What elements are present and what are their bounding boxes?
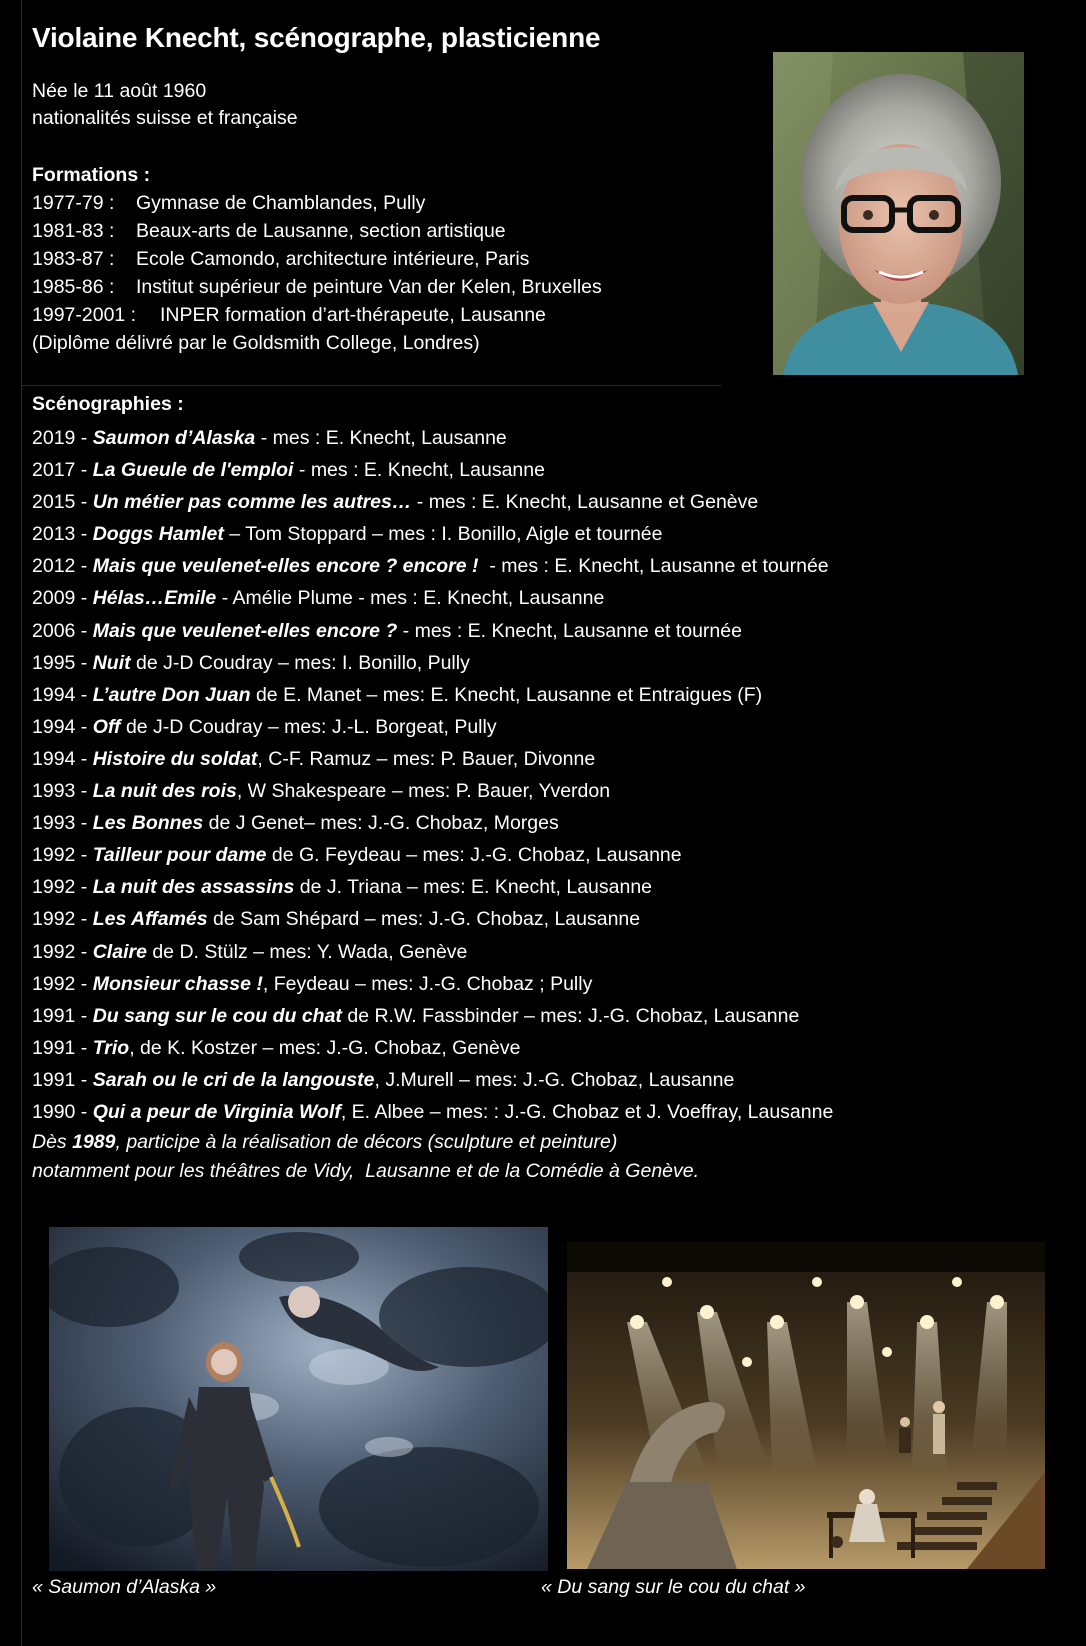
scenography-details: - mes : E. Knecht, Lausanne	[293, 459, 545, 482]
scenography-row	[32, 807, 833, 839]
portrait-photo	[773, 52, 1024, 375]
scenography-work: La nuit des rois	[92, 780, 237, 803]
scenography-year: 2012 -	[32, 555, 93, 578]
scenography-year: 1992 -	[32, 972, 93, 995]
scenography-details: - mes : E. Knecht, Lausanne et Genève	[411, 491, 759, 514]
scenography-work: Qui a peur de Virginia Wolf	[92, 1100, 341, 1123]
scenography-work: Tailleur pour dame	[92, 844, 267, 867]
caption-saumon-dalaska: « Saumon d’Alaska »	[32, 1576, 217, 1598]
scenography-row	[32, 486, 833, 518]
du-sang-photo	[567, 1242, 1045, 1569]
scenography-details: , E. Albee – mes: : J.-G. Chobaz et J. Voeffray, Lausanne	[340, 1100, 834, 1123]
page-title: Violaine Knecht, scénographe, plasticienne	[32, 22, 601, 53]
scenography-year: 1990 -	[32, 1100, 93, 1123]
scenography-details: - mes : E. Knecht, Lausanne et tournée	[478, 555, 829, 578]
scenography-row	[32, 647, 833, 679]
scenography-work: Les Affamés	[92, 908, 208, 931]
left-rule	[21, 0, 22, 1646]
scenography-work: Hélas…Emile	[92, 587, 217, 610]
scenography-row	[32, 775, 833, 807]
formation-row	[32, 273, 602, 301]
scenography-year: 1993 -	[32, 780, 93, 803]
formation-text: INPER formation d’art-thérapeute, Lausanne	[160, 304, 546, 326]
scenography-row	[32, 1096, 833, 1128]
scenography-details: - mes : E. Knecht, Lausanne et tournée	[397, 619, 742, 642]
scenography-details: de Sam Shépard – mes: J.-G. Chobaz, Lausanne	[207, 908, 641, 931]
scenography-year: 1992 -	[32, 908, 93, 931]
decor-note-year: 1989	[72, 1131, 116, 1153]
scenography-work: Sarah ou le cri de la langouste	[92, 1068, 375, 1091]
scenography-work: Mais que veulenet-elles encore ? encore !	[92, 555, 479, 578]
scenography-details: , C-F. Ramuz – mes: P. Bauer, Divonne	[257, 747, 596, 770]
decor-note-line-1	[32, 1128, 699, 1157]
scenography-work: L’autre Don Juan	[92, 683, 251, 706]
scenography-row	[32, 1000, 833, 1032]
scenography-details: , Feydeau – mes: J.-G. Chobaz ; Pully	[262, 972, 593, 995]
scenography-work: Les Bonnes	[92, 812, 204, 835]
section-divider	[21, 385, 721, 386]
scenography-year: 1994 -	[32, 715, 93, 738]
scenography-details: , de K. Kostzer – mes: J.-G. Chobaz, Genève	[129, 1036, 521, 1059]
scenography-details: de J Genet– mes: J.-G. Chobaz, Morges	[203, 812, 559, 835]
scenography-row	[32, 839, 833, 871]
nationality: nationalités suisse et française	[32, 107, 298, 129]
scenography-row	[32, 936, 833, 968]
scenography-year: 2015 -	[32, 491, 93, 514]
scenography-row	[32, 968, 833, 1000]
scenography-details: - mes : E. Knecht, Lausanne	[255, 427, 507, 449]
formation-years: 1977-79 :	[32, 192, 115, 214]
scenography-row	[32, 454, 833, 486]
scenography-details: de D. Stülz – mes: Y. Wada, Genève	[146, 940, 468, 963]
formation-row	[32, 245, 602, 273]
scenography-row	[32, 1032, 833, 1064]
decor-note-line-2: notamment pour les théâtres de Vidy, Lausanne et de la Comédie à Genève.	[32, 1160, 700, 1182]
scenography-details: de J-D Coudray – mes: J.-L. Borgeat, Pully	[120, 715, 497, 738]
scenography-year: 2019 -	[32, 427, 93, 449]
caption-du-sang: « Du sang sur le cou du chat »	[541, 1576, 806, 1598]
scenography-details: de R.W. Fassbinder – mes: J.-G. Chobaz, Lausanne	[341, 1004, 800, 1027]
scenography-work: Claire	[92, 940, 147, 963]
scenography-year: 1994 -	[32, 747, 93, 770]
formation-years: 1997-2001 :	[32, 304, 137, 326]
scenography-details: - Amélie Plume - mes : E. Knecht, Lausanne	[216, 587, 605, 610]
formation-years: 1983-87 :	[32, 248, 115, 270]
formations-heading: Formations :	[32, 164, 151, 186]
scenography-year: 1995 -	[32, 651, 93, 674]
scenography-work: Nuit	[92, 651, 131, 674]
scenography-year: 2013 -	[32, 523, 93, 546]
scenography-year: 1991 -	[32, 1068, 93, 1091]
formation-row	[32, 217, 602, 245]
decor-note	[32, 1128, 699, 1186]
formation-years: 1985-86 :	[32, 276, 115, 298]
personal-info	[32, 78, 298, 132]
scenography-work: Un métier pas comme les autres…	[92, 491, 412, 514]
diploma-note: (Diplôme délivré par le Goldsmith College, Londres)	[32, 332, 480, 354]
scenography-year: 1991 -	[32, 1036, 93, 1059]
scenography-work: Histoire du soldat	[92, 747, 258, 770]
scenography-row	[32, 903, 833, 935]
scenography-year: 1992 -	[32, 876, 93, 899]
scenography-work: Monsieur chasse !	[92, 972, 263, 995]
scenography-details: , W Shakespeare – mes: P. Bauer, Yverdon	[236, 780, 611, 803]
scenography-row	[32, 422, 833, 454]
decor-note-prefix: Dès	[32, 1131, 73, 1153]
scenography-row	[32, 518, 833, 550]
formation-text: Gymnase de Chamblandes, Pully	[136, 192, 426, 214]
formation-text: Institut supérieur de peinture Van der Kelen, Bruxelles	[136, 276, 602, 298]
formations-section	[32, 161, 602, 357]
scenography-details: de E. Manet – mes: E. Knecht, Lausanne et Entraigues (F)	[250, 683, 763, 706]
scenography-details: – Tom Stoppard – mes : I. Bonillo, Aigle et tournée	[223, 523, 663, 546]
scenography-year: 2017 -	[32, 459, 93, 482]
formation-text: Ecole Camondo, architecture intérieure, Paris	[136, 248, 530, 270]
scenography-year: 2006 -	[32, 619, 93, 642]
scenography-work: La Gueule de l'emploi	[92, 459, 294, 482]
scenography-year: 2009 -	[32, 587, 93, 610]
scenography-year: 1992 -	[32, 940, 93, 963]
scenography-work: Doggs Hamlet	[92, 523, 224, 546]
scenography-year: 1994 -	[32, 683, 93, 706]
scenography-row	[32, 711, 833, 743]
scenography-row	[32, 550, 833, 582]
scenography-details: de G. Feydeau – mes: J.-G. Chobaz, Lausanne	[266, 844, 682, 867]
scenography-details: , J.Murell – mes: J.-G. Chobaz, Lausanne	[374, 1068, 735, 1091]
scenography-row	[32, 1064, 833, 1096]
scenography-row	[32, 743, 833, 775]
scenography-year: 1991 -	[32, 1004, 93, 1027]
scenography-work: Off	[92, 715, 121, 738]
scenographies-heading: Scénographies :	[32, 393, 184, 415]
scenography-work: Saumon d’Alaska	[92, 427, 256, 449]
scenography-details: de J. Triana – mes: E. Knecht, Lausanne	[294, 876, 653, 899]
scenography-row	[32, 871, 833, 903]
scenography-row	[32, 679, 833, 711]
scenography-year: 1992 -	[32, 844, 93, 867]
scenography-row	[32, 615, 833, 647]
scenography-work: Du sang sur le cou du chat	[92, 1004, 342, 1027]
scenography-work: La nuit des assassins	[92, 876, 295, 899]
scenographies-section	[32, 390, 833, 1128]
formation-years: 1981-83 :	[32, 220, 115, 242]
scenography-row	[32, 582, 833, 614]
scenography-work: Mais que veulenet-elles encore ?	[92, 619, 398, 642]
scenography-details: de J-D Coudray – mes: I. Bonillo, Pully	[130, 651, 470, 674]
decor-note-text: , participe à la réalisation de décors (sculpture et peinture)	[115, 1131, 618, 1153]
saumon-dalaska-photo	[49, 1227, 548, 1571]
scenography-year: 1993 -	[32, 812, 93, 835]
formation-row	[32, 301, 602, 329]
birth-date: Née le 11 août 1960	[32, 80, 207, 102]
formation-text: Beaux-arts de Lausanne, section artistique	[136, 220, 506, 242]
formation-row	[32, 189, 602, 217]
scenography-work: Trio	[92, 1036, 130, 1059]
